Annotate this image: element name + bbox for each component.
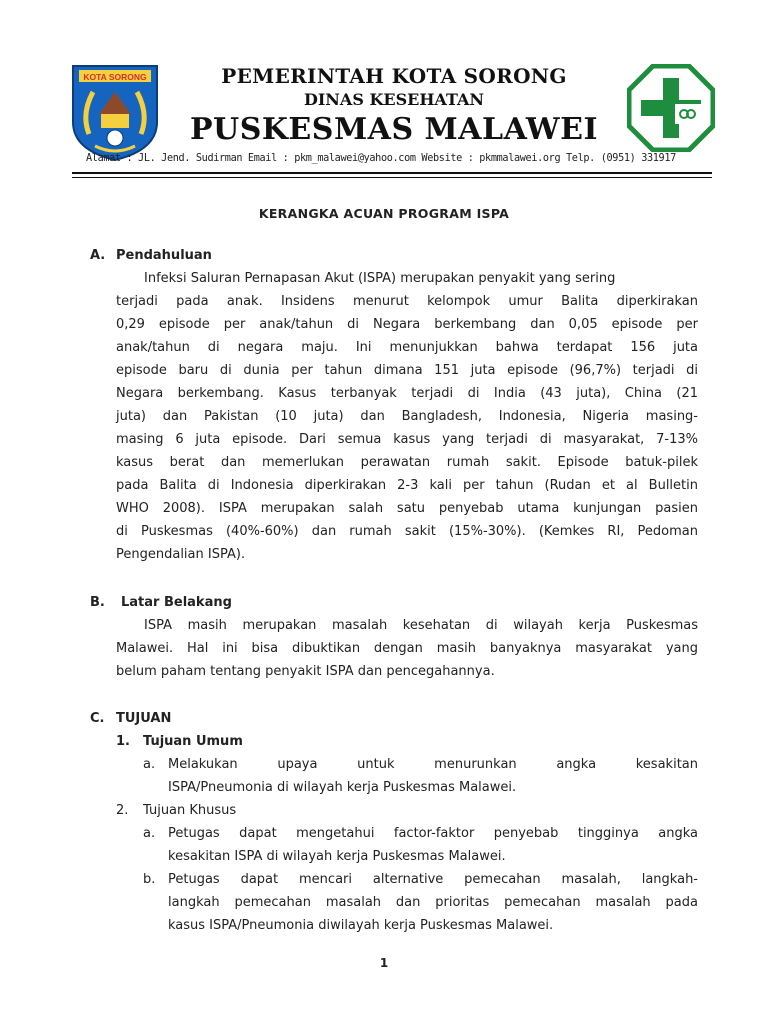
tujuan-khusus-item-b-line: langkah pemecahan masalah dan prioritas pemecahan masalah pada bbox=[168, 895, 698, 910]
section-a-line: Infeksi Saluran Pernapasan Akut (ISPA) merupakan penyakit yang sering bbox=[144, 271, 616, 286]
section-a-line: 0,29 episode per anak/tahun di Negara berkembang dan 0,05 episode per bbox=[116, 317, 698, 332]
tujuan-khusus-item-b-letter: b. bbox=[143, 872, 156, 887]
kota-sorong-emblem-icon bbox=[69, 64, 161, 162]
tujuan-umum-number: 1. bbox=[116, 734, 130, 749]
section-a-line: di Puskesmas (40%-60%) dan rumah sakit (15%-30%). (Kemkes RI, Pedoman bbox=[116, 524, 698, 539]
tujuan-umum-heading: Tujuan Umum bbox=[143, 734, 243, 749]
letterhead-puskesmas: PUSKESMAS MALAWEI bbox=[189, 112, 599, 147]
section-b-line: ISPA masih merupakan masalah kesehatan di wilayah kerja Puskesmas bbox=[144, 618, 698, 633]
tujuan-khusus-item-b-line: kasus ISPA/Pneumonia diwilayah kerja Puskesmas Malawei. bbox=[168, 918, 554, 933]
section-a-line: anak/tahun di negara maju. Ini menunjukkan bahwa terdapat 156 juta bbox=[116, 340, 698, 355]
letterhead-address: Alamat : JL. Jend. Sudirman Email : pkm_malawei@yahoo.com Website : pkmmalawei.org Telp. (0951) 331917 bbox=[86, 153, 676, 164]
emblem-text: KOTA SORONG bbox=[83, 72, 147, 82]
tujuan-khusus-item-a-letter: a. bbox=[143, 826, 156, 841]
tujuan-khusus-number: 2. bbox=[116, 803, 129, 818]
section-b-line: Malawei. Hal ini bisa dibuktikan dengan masih banyaknya masyarakat yang bbox=[116, 641, 698, 656]
section-a-line: pada Balita di Indonesia diperkirakan 2-3 kali per tahun (Rudan et al Bulletin bbox=[116, 478, 698, 493]
letterhead-divider bbox=[72, 172, 712, 174]
section-a-line: episode baru di dunia per tahun dimana 151 juta episode (96,7%) terjadi di bbox=[116, 363, 698, 378]
letterhead-divider-thin bbox=[72, 177, 712, 178]
tujuan-umum-item-line: ISPA/Pneumonia di wilayah kerja Puskesmas Malawei. bbox=[168, 780, 517, 795]
section-b-line: belum paham tentang penyakit ISPA dan pencegahannya. bbox=[116, 664, 495, 679]
tujuan-khusus-item-a-line: kesakitan ISPA di wilayah kerja Puskesmas Malawei. bbox=[168, 849, 506, 864]
letterhead-government: PEMERINTAH KOTA SORONG bbox=[221, 64, 567, 88]
tujuan-khusus-item-b-line: Petugas dapat mencari alternative pemecahan masalah, langkah- bbox=[168, 872, 698, 887]
letterhead-department: DINAS KESEHATAN bbox=[303, 90, 485, 109]
section-a-line: terjadi pada anak. Insidens menurut kelompok umur Balita diperkirakan bbox=[116, 294, 698, 309]
section-c-heading: TUJUAN bbox=[116, 711, 172, 726]
tujuan-khusus-item-a-line: Petugas dapat mengetahui factor-faktor penyebab tingginya angka bbox=[168, 826, 698, 841]
section-a-line: Pengendalian ISPA). bbox=[116, 547, 246, 562]
section-a-line: masing 6 juta episode. Dari semua kasus yang terjadi di masyarakat, 7-13% bbox=[116, 432, 698, 447]
tujuan-umum-item-line: Melakukan upaya untuk menurunkan angka kesakitan bbox=[168, 757, 698, 772]
tujuan-umum-item-letter: a. bbox=[143, 757, 156, 772]
section-a-line: kasus berat dan memerlukan perawatan rumah sakit. Episode batuk-pilek bbox=[116, 455, 698, 470]
puskesmas-logo-icon bbox=[627, 64, 715, 152]
section-a-line: Negara berkembang. Kasus terbanyak terjadi di India (43 juta), China (21 bbox=[116, 386, 698, 401]
section-c-letter: C. bbox=[90, 711, 105, 726]
document-title: KERANGKA ACUAN PROGRAM ISPA bbox=[258, 206, 510, 221]
tujuan-khusus-heading: Tujuan Khusus bbox=[143, 803, 237, 818]
section-b-letter: B. bbox=[90, 595, 105, 610]
section-a-letter: A. bbox=[90, 248, 106, 263]
section-a-line: WHO 2008). ISPA merupakan salah satu penyebab utama kunjungan pasien bbox=[116, 501, 698, 516]
page-number: 1 bbox=[379, 956, 389, 970]
section-a-line: juta) dan Pakistan (10 juta) dan Bangladesh, Indonesia, Nigeria masing- bbox=[116, 409, 698, 424]
section-a-heading: Pendahuluan bbox=[116, 248, 212, 263]
section-b-heading: Latar Belakang bbox=[121, 595, 232, 610]
